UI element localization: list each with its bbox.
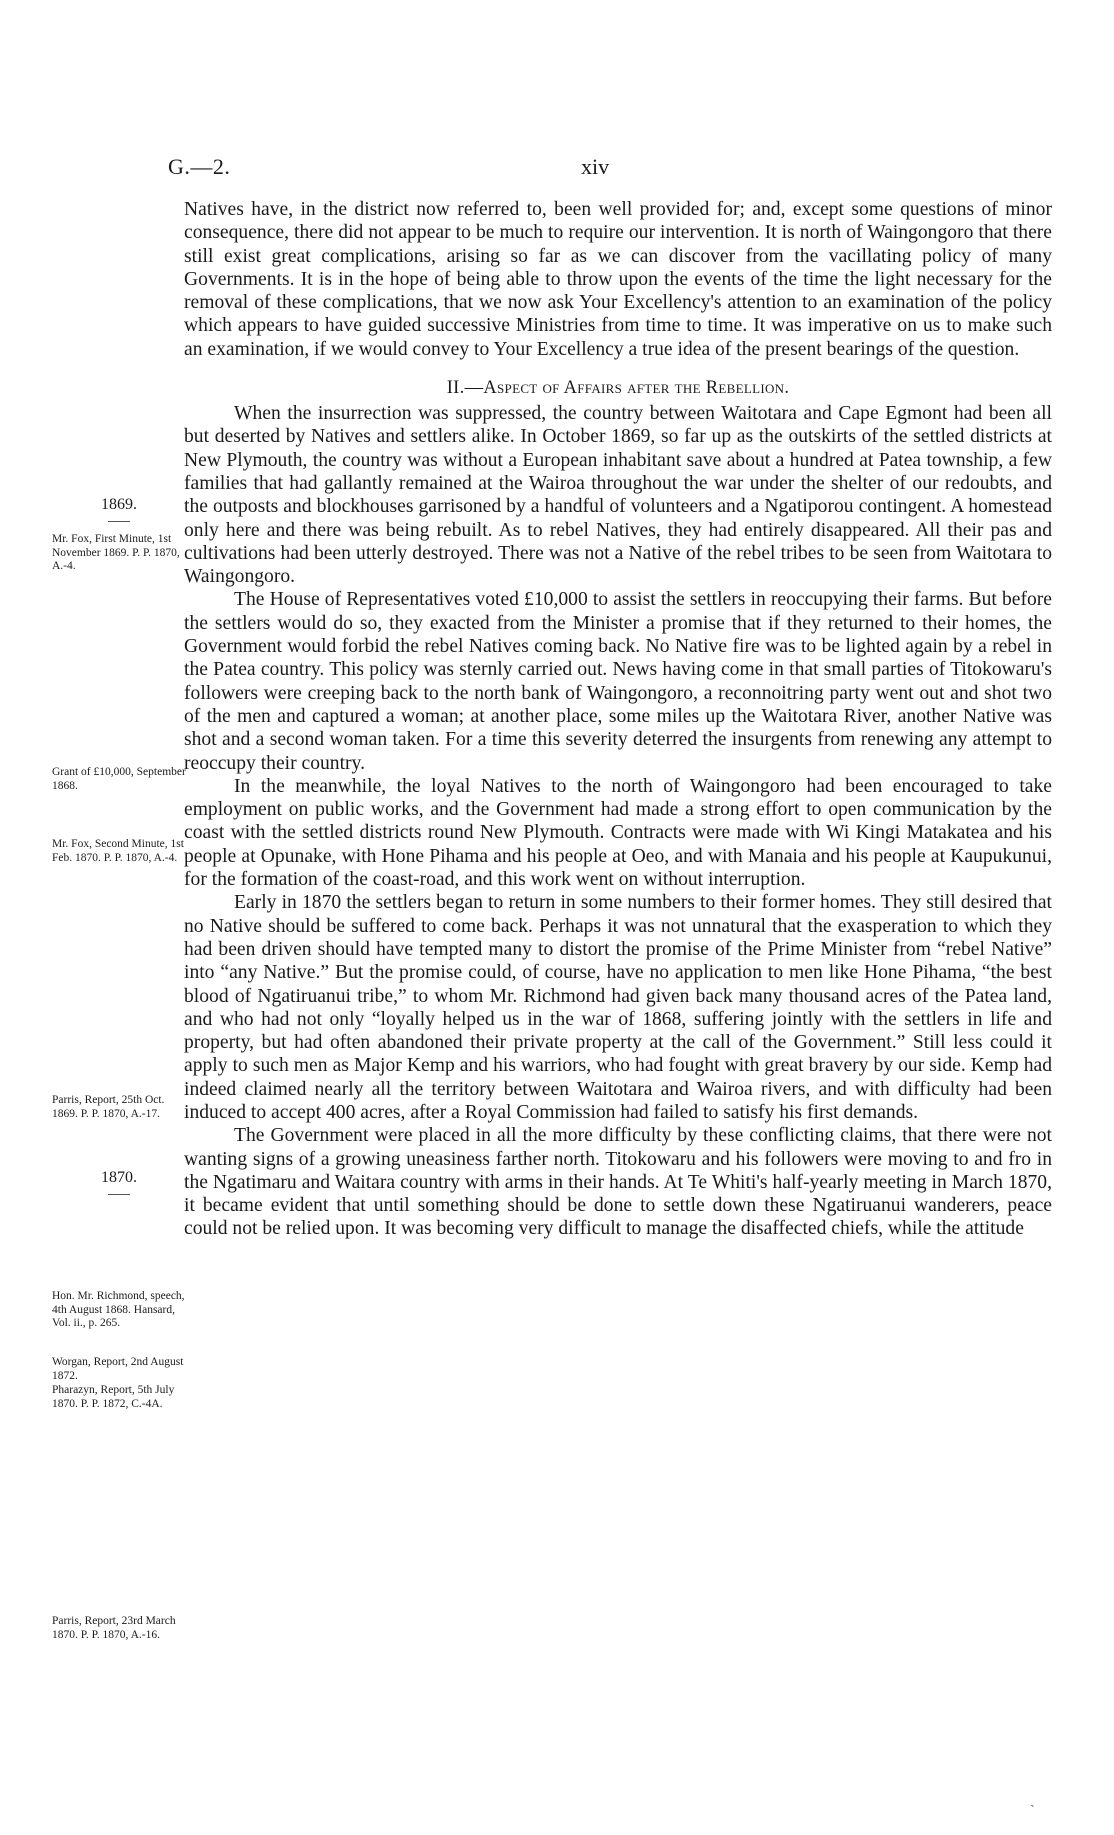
section-heading: II.—Aspect of Affairs after the Rebellion.: [446, 378, 790, 399]
margin-year-label: 1869.: [101, 496, 137, 513]
margin-note-parris-1870: Parris, Report, 23rd March 1870. P. P. 1870, A.-16.: [52, 1615, 176, 1641]
paragraph: Early in 1870 the settlers began to return in some numbers to their former homes. They still desired that no Native should be suffered to come back. Perhaps it was not unnatural that the exasperation to which they had been driven should have tempted many to distort the promise of the Prime Minister from “rebel Native” into “any Native.” But the promise could, of course, have no application to men like Hone Pihama, “the best blood of Ngatiruanui tribe,” to whom Mr. Richmond had given back many thousand acres of the Patea land, and who had not only “loyally helped us in the war of 1868, suffering jointly with the settlers in life and property, but had often abandoned their private property at the call of the Government.” Still less could it apply to such men as Major Kemp and his warriors, who had fought with great bravery by our side. Kemp had indeed claimed nearly all the territory between Waitotara and Wairoa rivers, and with difficulty had been induced to accept 400 acres, after a Royal Commission had failed to satisfy his first demands.: [184, 892, 1052, 1123]
page-header: [168, 154, 1048, 184]
margin-note-richmond: Hon. Mr. Richmond, speech, 4th August 1868. Hansard, Vol. ii., p. 265.: [52, 1290, 185, 1329]
margin-note-fox-second-minute: Mr. Fox, Second Minute, 1st Feb. 1870. P. P. 1870, A.-4.: [52, 838, 184, 864]
document-id: G.—2.: [168, 154, 231, 179]
paragraph: The House of Representatives voted £10,000 to assist the settlers in reoccupying their farms. But before the settlers would do so, they exacted from the Minister a promise that if they returned to their homes, the Government would forbid the rebel Natives coming back. No Native fire was to be lighted again by a rebel in the Patea country. This policy was sternly carried out. News having come in that small parties of Titokowaru's followers were creeping back to the north bank of Waingongoro, a reconnoitring party went out and shot two of the men and captured a woman; at another place, some miles up the Waitotara River, another Native was shot and a second woman taken. For a time this severity deterred the insurgents from renewing any attempt to reoccupy their country.: [184, 589, 1052, 774]
margin-note-parris-1869: Parris, Report, 25th Oct. 1869. P. P. 1870, A.-17.: [52, 1094, 165, 1120]
margin-year-label: 1870.: [101, 1169, 137, 1186]
paragraph-continuation: Natives have, in the district now referred to, been well provided for; and, except some questions of minor consequence, there did not appear to be much to require our intervention. It is north of Waingongoro that there still exist great complications, arising so far as we can discover from the vacillating policy of many Governments. It is in the hope of being able to throw upon the events of the time the light necessary for the removal of these complications, that we now ask Your Excellency's attention to an examination of the policy which appears to have guided successive Ministries from time to time. It was imperative on us to make such an examination, if we would convey to Your Excellency a true idea of the present bearings of the question.: [184, 199, 1052, 360]
margin-note-worgan: Worgan, Report, 2nd August 1872.: [52, 1356, 184, 1382]
margin-year-1870: [52, 1168, 186, 1195]
page-number: xiv: [581, 154, 610, 179]
margin-dash: [108, 521, 130, 522]
margin-dash: [108, 1194, 130, 1195]
margin-note-fox-first-minute: Mr. Fox, First Minute, 1st November 1869. P. P. 1870, A.-4.: [52, 533, 180, 572]
margin-note-pharazyn: Pharazyn, Report, 5th July 1870. P. P. 1872, C.-4A.: [52, 1384, 175, 1410]
margin-year-1869: [52, 495, 186, 522]
print-mark: ˏ: [1030, 1793, 1035, 1808]
paragraph: When the insurrection was suppressed, the country between Waitotara and Cape Egmont had been all but deserted by Natives and settlers alike. In October 1869, so far up as the outskirts of the settled districts at New Plymouth, the country was without a European inhabitant save about a hundred at Patea township, a few families that had gallantly remained at the Wairoa throughout the war under the shelter of our redoubts, and the outposts and blockhouses garrisoned by a handful of volunteers and a Ngatiporou contingent. A homestead only here and there was being rebuilt. As to rebel Natives, they had entirely disappeared. All their pas and cultivations had been utterly destroyed. There was not a Native of the rebel tribes to be seen from Waitotara to Waingongoro.: [184, 403, 1052, 588]
paragraph: The Government were placed in all the more difficulty by these conflicting claims, that there were not wanting signs of a growing uneasiness farther north. Titokowaru and his followers were moving to and fro in the Ngatimaru and Waitara country with arms in their hands. At Te Whiti's half-yearly meeting in March 1870, it became evident that until something should be done to settle down these Ngatiruanui wanderers, peace could not be relied upon. It was becoming very difficult to manage the disaffected chiefs, while the attitude: [184, 1125, 1052, 1240]
main-text-column: [184, 198, 1052, 1241]
margin-note-grant: Grant of £10,000, September 1868.: [52, 766, 186, 792]
paragraph: In the meanwhile, the loyal Natives to the north of Waingongoro had been encouraged to take employment on public works, and the Government had made a strong effort to open communication by the coast with the settled districts round New Plymouth. Contracts were made with Wi Kingi Matakatea and his people at Opunake, with Hone Pihama and his people at Oeo, and with Manaia and his people at Kaupukunui, for the formation of the coast-road, and this work went on without interruption.: [184, 775, 1052, 891]
